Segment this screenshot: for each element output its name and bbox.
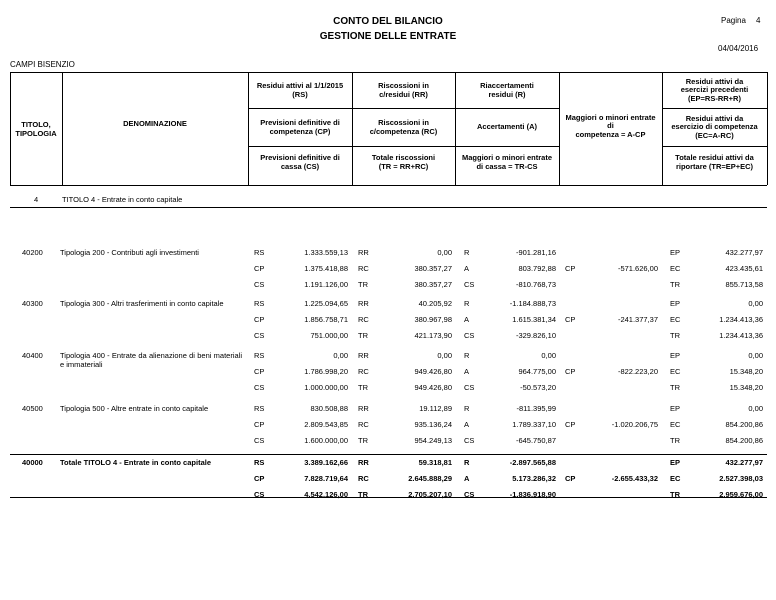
row-line-value: 59.318,81 xyxy=(418,458,452,467)
row-line-value: 2.645.888,29 xyxy=(408,474,452,483)
row-line-value: 4.542.126,00 xyxy=(304,490,348,499)
row-line-label: CP xyxy=(565,474,576,483)
col-a: Accertamenti (A) xyxy=(476,122,537,132)
row-line-value: 949.426,80 xyxy=(414,367,452,376)
row-line-value: -329.826,10 xyxy=(515,331,556,340)
row-line-value: -811.395,99 xyxy=(516,404,556,413)
col-cassa-diff: Maggiori o minori entrate di cassa = TR-CS xyxy=(461,153,552,171)
row-line-value: -901.281,16 xyxy=(515,248,556,257)
row-line-value: 854.200,86 xyxy=(725,420,763,429)
row-line-label: CS xyxy=(464,436,475,445)
row-line-label: TR xyxy=(670,280,680,289)
row-line-value: 954.249,13 xyxy=(414,436,452,445)
row-line-label: A xyxy=(464,315,470,324)
row-line-value: -645.750,87 xyxy=(515,436,556,445)
row-line-label: RS xyxy=(254,404,265,413)
col-cp: Previsioni definitive di competenza (CP) xyxy=(260,117,340,136)
row-line-label: TR xyxy=(670,436,680,445)
row-line-value: 1.225.094,65 xyxy=(304,299,348,308)
row-line-value: 854.200,86 xyxy=(725,436,763,445)
row-line-label: CS xyxy=(464,383,475,392)
page-label: Pagina xyxy=(721,16,746,25)
row-line-value: 0,00 xyxy=(437,248,452,257)
row-line-value: 432.277,97 xyxy=(725,458,763,467)
col-cs: Previsioni definitive di cassa (CS) xyxy=(260,153,340,171)
row-line-value: 1.191.126,00 xyxy=(304,280,348,289)
page-number: 4 xyxy=(756,16,761,25)
row-line-value: 1.234.413,36 xyxy=(719,315,763,324)
row-code: 40400 xyxy=(22,351,43,360)
row-line-value: 830.508,88 xyxy=(310,404,348,413)
report-title: CONTO DEL BILANCIO xyxy=(333,16,443,27)
row-line-value: 0,00 xyxy=(748,299,763,308)
row-line-value: 1.333.559,13 xyxy=(304,248,348,257)
section-label: TITOLO 4 - Entrate in conto capitale xyxy=(62,195,183,204)
row-line-label: RR xyxy=(358,404,369,413)
row-line-label: CP xyxy=(254,420,265,429)
row-line-label: EC xyxy=(670,315,681,324)
row-line-label: EP xyxy=(670,248,681,257)
row-name: Totale TITOLO 4 - Entrate in conto capitale xyxy=(60,458,211,467)
row-line-label: CP xyxy=(254,367,265,376)
row-line-label: CP xyxy=(254,474,265,483)
row-line-label: TR xyxy=(670,331,680,340)
row-line-value: 380.357,27 xyxy=(414,264,452,273)
row-line-value: 751.000,00 xyxy=(310,331,348,340)
row-line-value: 19.112,89 xyxy=(419,404,452,413)
row-line-value: -810.768,73 xyxy=(515,280,556,289)
row-line-label: A xyxy=(464,367,470,376)
row-line-label: RS xyxy=(254,458,265,467)
row-line-label: EC xyxy=(670,367,681,376)
row-line-value: 0,00 xyxy=(748,351,763,360)
row-code: 40500 xyxy=(22,404,43,413)
row-line-value: 2.959.676,00 xyxy=(719,490,763,499)
row-line-label: CP xyxy=(565,264,576,273)
row-line-value: 3.389.162,66 xyxy=(304,458,348,467)
row-line-label: RC xyxy=(358,420,369,429)
row-line-label: RC xyxy=(358,474,369,483)
row-line-value: 935.136,24 xyxy=(414,420,452,429)
row-line-label: TR xyxy=(358,436,368,445)
row-line-label: CP xyxy=(565,367,576,376)
row-line-label: R xyxy=(464,351,470,360)
row-line-value: 423.435,61 xyxy=(725,264,763,273)
row-line-label: CS xyxy=(254,490,265,499)
row-line-value: -2.897.565,88 xyxy=(509,458,556,467)
col-r: Riaccertamenti residui (R) xyxy=(480,81,534,99)
col-ec: Residui attivi da esercizio di competenza (EC=A-RC) xyxy=(671,113,758,140)
row-line-label: CS xyxy=(254,436,265,445)
row-line-label: R xyxy=(464,299,470,308)
row-line-label: CS xyxy=(254,331,265,340)
row-line-label: A xyxy=(464,264,470,273)
col-denominazione: DENOMINAZIONE xyxy=(123,118,187,128)
col-rr: Riscossioni in c/residui (RR) xyxy=(378,81,429,99)
row-line-value: 1.786.998,20 xyxy=(304,367,348,376)
row-line-label: TR xyxy=(358,383,368,392)
row-line-value: 0,00 xyxy=(748,404,763,413)
col-titolo: TITOLO, TIPOLOGIA xyxy=(15,120,57,138)
row-line-value: 421.173,90 xyxy=(414,331,452,340)
row-line-label: RC xyxy=(358,367,369,376)
row-line-value: -571.626,00 xyxy=(617,264,658,273)
row-line-value: 855.713,58 xyxy=(725,280,763,289)
row-line-label: RR xyxy=(358,248,369,257)
row-line-label: R xyxy=(464,458,470,467)
row-line-value: 1.375.418,88 xyxy=(304,264,348,273)
row-line-value: 380.967,98 xyxy=(414,315,452,324)
row-line-label: CP xyxy=(565,315,576,324)
row-line-label: RR xyxy=(358,299,369,308)
row-line-label: EP xyxy=(670,404,681,413)
row-line-label: EP xyxy=(670,351,681,360)
row-line-label: TR xyxy=(670,383,680,392)
row-line-label: EC xyxy=(670,474,681,483)
row-line-label: RS xyxy=(254,299,265,308)
row-line-value: 7.828.719,64 xyxy=(304,474,348,483)
row-name: Tipologia 200 - Contributi agli investimenti xyxy=(60,248,199,257)
row-line-value: 2.809.543,85 xyxy=(304,420,348,429)
row-code: 40000 xyxy=(22,458,43,467)
col-tr: Totale riscossioni (TR = RR+RC) xyxy=(371,153,436,171)
row-line-value: 1.234.413,36 xyxy=(719,331,763,340)
row-line-label: RS xyxy=(254,351,265,360)
row-line-label: EP xyxy=(670,458,681,467)
row-line-value: -1.184.888,73 xyxy=(509,299,556,308)
row-line-value: 15.348,20 xyxy=(729,367,763,376)
row-line-label: RS xyxy=(254,248,265,257)
row-line-value: -1.020.206,75 xyxy=(611,420,658,429)
row-line-value: 1.789.337,10 xyxy=(512,420,556,429)
row-line-value: 1.856.758,71 xyxy=(304,315,348,324)
row-line-label: TR xyxy=(358,331,368,340)
row-line-label: R xyxy=(464,248,470,257)
row-line-label: CS xyxy=(464,490,475,499)
row-line-value: -1.836.918,90 xyxy=(509,490,556,499)
row-line-value: 380.357,27 xyxy=(414,280,452,289)
row-name: Tipologia 500 - Altre entrate in conto capitale xyxy=(60,404,209,413)
row-line-label: EP xyxy=(670,299,681,308)
row-line-label: CS xyxy=(464,331,475,340)
row-line-label: TR xyxy=(358,280,368,289)
row-line-value: -822.223,20 xyxy=(617,367,658,376)
col-ep: Residui attivi da esercizi precedenti (EP=RS-RR+R) xyxy=(680,76,749,103)
row-code: 40300 xyxy=(22,299,43,308)
row-line-value: 15.348,20 xyxy=(729,383,763,392)
row-line-value: -50.573,20 xyxy=(520,383,556,392)
report-date: 04/04/2016 xyxy=(718,44,759,53)
row-line-label: CS xyxy=(464,280,475,289)
entity-name: CAMPI BISENZIO xyxy=(10,60,75,69)
col-tr-residui: Totale residui attivi da riportare (TR=EP+EC) xyxy=(675,153,754,171)
row-line-value: 2.527.398,03 xyxy=(719,474,763,483)
row-line-value: 40.205,92 xyxy=(418,299,452,308)
col-rc: Riscossioni in c/competenza (RC) xyxy=(369,117,438,136)
row-line-value: 1.615.381,34 xyxy=(512,315,556,324)
row-line-label: CP xyxy=(254,264,265,273)
row-line-value: 432.277,97 xyxy=(725,248,763,257)
row-code: 40200 xyxy=(22,248,43,257)
row-line-label: CS xyxy=(254,280,265,289)
col-competenza-diff: Maggiori o minori entrate di competenza = A-CP xyxy=(565,112,656,139)
row-line-label: A xyxy=(464,420,470,429)
row-line-value: 949.426,80 xyxy=(414,383,452,392)
row-line-label: TR xyxy=(670,490,680,499)
row-line-label: EC xyxy=(670,264,681,273)
row-line-label: RR xyxy=(358,458,369,467)
row-line-label: CP xyxy=(565,420,576,429)
row-line-value: 964.775,00 xyxy=(518,367,556,376)
report-subtitle: GESTIONE DELLE ENTRATE xyxy=(319,31,457,42)
row-line-value: 0,00 xyxy=(333,351,348,360)
row-line-value: -241.377,37 xyxy=(617,315,658,324)
row-name: Tipologia 300 - Altri trasferimenti in conto capitale xyxy=(60,299,224,308)
row-line-label: R xyxy=(464,404,470,413)
row-line-label: CS xyxy=(254,383,265,392)
row-line-label: RC xyxy=(358,264,369,273)
row-line-label: EC xyxy=(670,420,681,429)
row-line-value: 0,00 xyxy=(437,351,452,360)
section-code: 4 xyxy=(34,195,39,204)
row-line-label: A xyxy=(464,474,470,483)
row-name: Tipologia 400 - Entrate da alienazione di beni materiali e immateriali xyxy=(60,351,242,369)
row-line-label: RC xyxy=(358,315,369,324)
row-line-label: TR xyxy=(358,490,368,499)
col-rs: Residui attivi al 1/1/2015 (RS) xyxy=(256,81,344,99)
row-line-label: RR xyxy=(358,351,369,360)
row-line-value: 803.792,88 xyxy=(518,264,556,273)
row-line-value: 1.000.000,00 xyxy=(304,383,348,392)
row-line-value: -2.655.433,32 xyxy=(611,474,658,483)
row-line-value: 5.173.286,32 xyxy=(512,474,556,483)
row-line-value: 1.600.000,00 xyxy=(304,436,348,445)
row-line-value: 2.705.207,10 xyxy=(408,490,452,499)
row-line-value: 0,00 xyxy=(541,351,556,360)
row-line-label: CP xyxy=(254,315,265,324)
